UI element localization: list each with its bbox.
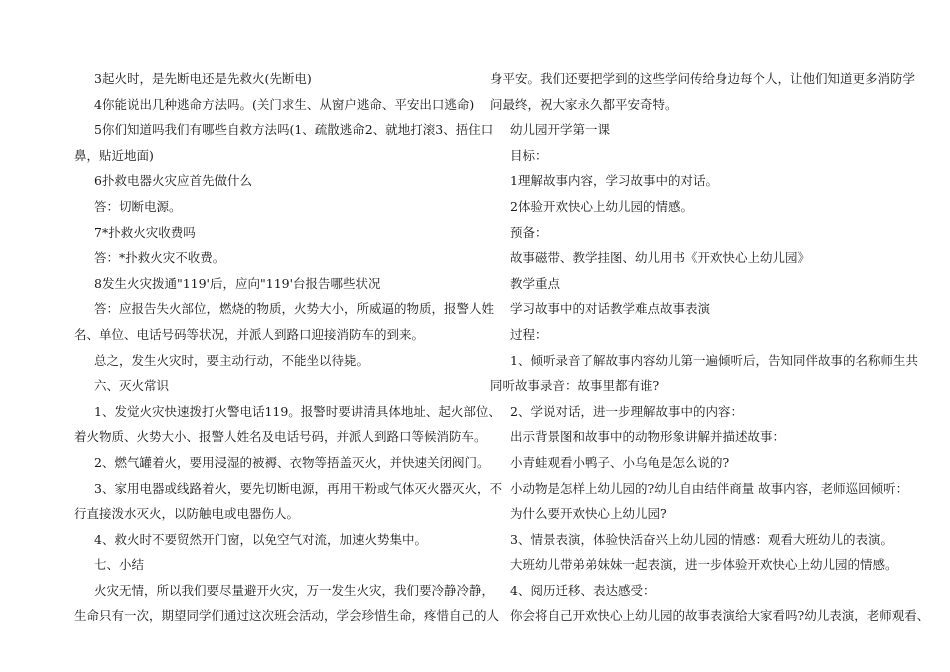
- text-line: 出示背景图和故事中的动物形象讲解并描述故事：: [510, 429, 786, 445]
- text-line: 大班幼儿带弟弟妹妹一起表演，进一步体验开欢快心上幼儿园的情感。: [510, 557, 898, 573]
- text-line: 着火物质、火势大小、报警人姓名及电话号码，并派人到路口等候消防车。: [74, 429, 487, 445]
- text-line: 问最终，祝大家永久都平安奇特。: [490, 96, 678, 112]
- text-line: 4、救火时不要贸然开门窗，以免空气对流，加速火势集中。: [94, 531, 427, 547]
- text-line: 火灾无情，所以我们要尽量避开火灾，万一发生火灾，我们要冷静冷静，: [94, 582, 495, 598]
- text-line: 4、阅历迁移、表达感受：: [510, 582, 656, 598]
- text-line: 幼儿园开学第一课: [510, 122, 611, 138]
- text-line: 为什么要开欢快心上幼儿园?: [510, 506, 667, 522]
- text-line: 3、情景表演，体验快活奋兴上幼儿园的情感：观看大班幼儿的表演。: [510, 531, 893, 547]
- text-line: 六、灭火常识: [94, 378, 170, 394]
- text-line: 2、学说对话，进一步理解故事中的内容：: [510, 403, 743, 419]
- text-line: 鼻，贴近地面): [74, 147, 154, 163]
- text-line: 1、发觉火灾快速拨打火警电话119。报警时要讲清具体地址、起火部位、: [94, 403, 501, 419]
- text-line: 答：应报告失火部位，燃烧的物质，火势大小，所威逼的物质，报警人姓: [94, 301, 495, 317]
- text-line: 身平安。我们还要把学到的这些学问传给身边每个人，让他们知道更多消防学: [490, 71, 916, 86]
- text-line: 7*扑救火灾收费吗: [94, 224, 196, 240]
- text-line: 名、单位、电话号码等状况，并派人到路口迎接消防车的到来。: [74, 326, 425, 342]
- text-line: 2、燃气罐着火，要用浸湿的被褥、衣物等捂盖灭火，并快速关闭阀门。: [94, 454, 490, 470]
- text-line: 生命只有一次，期望同学们通过这次班会活动，学会珍惜生命，疼惜自己的人: [74, 608, 500, 624]
- text-line: 你会将自己开欢快心上幼儿园的故事表演给大家看吗?幼儿表演，老师观看、: [510, 608, 930, 624]
- text-line: 总之，发生火灾时，要主动行动，不能坐以待毙。: [94, 352, 370, 368]
- text-line: 3起火时，是先断电还是先救火(先断电): [94, 71, 312, 86]
- text-line: 6扑救电器火灾应首先做什么: [94, 173, 252, 189]
- text-line: 5你们知道吗我们有哪些自救方法吗(1、疏散逃命2、就地打滚3、捂住口: [94, 122, 494, 138]
- text-line: 小青蛙观看小鸭子、小乌龟是怎么说的?: [510, 454, 730, 470]
- text-line: 小动物是怎样上幼儿园的?幼儿自由结伴商量 故事内容，老师巡回倾听：: [510, 480, 909, 496]
- text-line: 目标：: [510, 147, 548, 163]
- text-line: 过程：: [510, 326, 548, 342]
- text-line: 8发生火灾拨通"119'后，应向"119'台报告哪些状况: [94, 275, 381, 291]
- text-line: 1、倾听录音了解故事内容幼儿第一遍倾听后，告知同伴故事的名称师生共: [510, 352, 918, 368]
- text-line: 学习故事中的对话教学难点故事表演: [510, 301, 711, 317]
- text-line: 预备：: [510, 224, 548, 240]
- text-line: 答：*扑救火灾不收费。: [94, 250, 226, 266]
- text-line: 1理解故事内容，学习故事中的对话。: [510, 173, 718, 189]
- left-column: [74, 66, 502, 629]
- text-line: 同听故事录音：故事里都有谁?: [490, 378, 660, 394]
- right-column: [490, 66, 930, 629]
- text-line: 4你能说出几种逃命方法吗。(关门求生、从窗户逃命、平安出口逃命): [94, 96, 475, 112]
- text-line: 七、小结: [94, 557, 145, 573]
- text-line: 2体验开欢快心上幼儿园的情感。: [510, 198, 693, 214]
- text-line: 教学重点: [510, 275, 561, 291]
- text-line: 行直接泼水灭火，以防触电或电器伤人。: [74, 506, 300, 522]
- text-line: 故事磁带、教学挂图、幼儿用书《开欢快心上幼儿园》: [510, 250, 811, 266]
- text-line: 3、家用电器或线路着火，要先切断电源，再用干粉或气体灭火器灭火，不: [94, 480, 502, 496]
- text-line: 答：切断电源。: [94, 198, 182, 214]
